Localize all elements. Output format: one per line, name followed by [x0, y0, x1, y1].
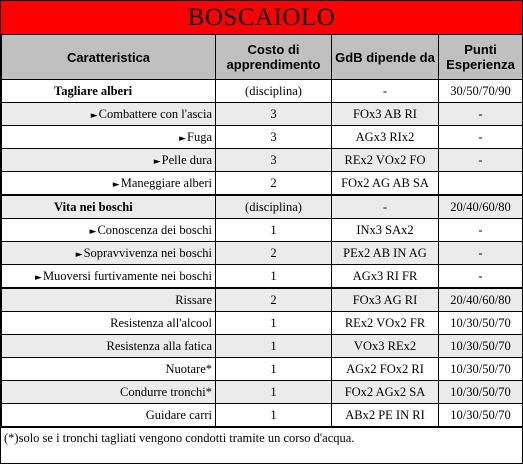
- arrow-icon: ►: [89, 226, 97, 237]
- gdb-cell: -: [332, 195, 439, 219]
- skill-name: [2, 172, 216, 196]
- skill-name: [2, 288, 216, 312]
- skill-name-text: Rissare: [175, 292, 212, 307]
- gdb-cell: FOx3 AB RI: [332, 103, 439, 126]
- table-row: [2, 172, 523, 196]
- gdb-cell: FOx3 AG RI: [332, 288, 439, 312]
- table-row: [2, 288, 523, 312]
- exp-cell: 20/40/60/80: [439, 195, 523, 219]
- exp-cell: 10/30/50/70: [439, 404, 523, 427]
- cost-cell: 3: [216, 126, 332, 149]
- exp-cell: 30/50/70/90: [439, 80, 523, 103]
- gdb-cell: INx3 SAx2: [332, 219, 439, 242]
- arrow-icon: ►: [90, 110, 98, 121]
- gdb-cell: AGx3 RIx2: [332, 126, 439, 149]
- skill-name: [2, 219, 216, 242]
- skills-table: [1, 35, 523, 427]
- cost-cell: 1: [216, 404, 332, 427]
- exp-cell: -: [439, 265, 523, 289]
- table-row: [2, 149, 523, 172]
- skill-name-text: Resistenza all'alcool: [110, 315, 212, 330]
- cost-cell: 2: [216, 172, 332, 196]
- table-row: [2, 126, 523, 149]
- table-row: [2, 335, 523, 358]
- footnote: (*)solo se i tronchi tagliati vengono condotti tramite un corso d'acqua.: [1, 427, 522, 449]
- header-cost: Costo di apprendimento: [216, 35, 332, 80]
- cost-cell: 2: [216, 288, 332, 312]
- cost-cell: 3: [216, 103, 332, 126]
- gdb-cell: AGx3 RI FR: [332, 265, 439, 289]
- category-row: [2, 195, 523, 219]
- skill-name: [2, 404, 216, 427]
- gdb-cell: ABx2 PE IN RI: [332, 404, 439, 427]
- exp-cell: 10/30/50/70: [439, 381, 523, 404]
- table-row: [2, 404, 523, 427]
- skill-name: [2, 103, 216, 126]
- gdb-cell: AGx2 FOx2 RI: [332, 358, 439, 381]
- skill-name-text: Nuotare*: [165, 361, 212, 376]
- category-name: Tagliare alberi: [2, 80, 216, 103]
- skill-name-text: Pelle dura: [161, 152, 212, 167]
- exp-cell: -: [439, 219, 523, 242]
- cost-cell: 1: [216, 312, 332, 335]
- gdb-cell: REx2 VOx2 FR: [332, 312, 439, 335]
- exp-cell: -: [439, 149, 523, 172]
- table-body: [2, 80, 523, 427]
- arrow-icon: ►: [75, 249, 83, 260]
- skill-name: [2, 381, 216, 404]
- header-characteristic: Caratteristica: [2, 35, 216, 80]
- skill-name-text: Maneggiare alberi: [120, 175, 212, 190]
- exp-cell: -: [439, 103, 523, 126]
- arrow-icon: ►: [112, 179, 120, 190]
- table-row: [2, 242, 523, 265]
- skill-name-text: Conoscenza dei boschi: [97, 222, 212, 237]
- category-name: Vita nei boschi: [2, 195, 216, 219]
- skill-name: [2, 335, 216, 358]
- table-row: [2, 358, 523, 381]
- table-row: [2, 381, 523, 404]
- exp-cell: -: [439, 126, 523, 149]
- exp-cell: 10/30/50/70: [439, 312, 523, 335]
- table-row: [2, 265, 523, 289]
- skill-name: [2, 265, 216, 289]
- arrow-icon: ►: [153, 156, 161, 167]
- skill-name-text: Fuga: [187, 129, 212, 144]
- skill-name-text: Resistenza alla fatica: [106, 338, 212, 353]
- cost-cell: 3: [216, 149, 332, 172]
- table-row: [2, 103, 523, 126]
- header-exp: Punti Esperienza: [439, 35, 523, 80]
- sheet-title: BOSCAIOLO: [1, 1, 522, 35]
- skill-name-text: Sopravvivenza nei boschi: [83, 245, 212, 260]
- skill-name: [2, 126, 216, 149]
- cost-cell: 1: [216, 219, 332, 242]
- exp-cell: [439, 172, 523, 196]
- cost-cell: 1: [216, 265, 332, 289]
- skill-name: [2, 242, 216, 265]
- arrow-icon: ►: [179, 133, 186, 144]
- exp-cell: -: [439, 242, 523, 265]
- gdb-cell: VOx3 REx2: [332, 335, 439, 358]
- skill-name-text: Condurre tronchi*: [120, 384, 212, 399]
- cost-cell: 1: [216, 358, 332, 381]
- cost-cell: 1: [216, 335, 332, 358]
- skill-name: [2, 312, 216, 335]
- skill-name-text: Guidare carri: [145, 407, 212, 422]
- gdb-cell: REx2 VOx2 FO: [332, 149, 439, 172]
- gdb-cell: FOx2 AGx2 SA: [332, 381, 439, 404]
- skill-name: [2, 149, 216, 172]
- header-gdb: GdB dipende da: [332, 35, 439, 80]
- cost-cell: 2: [216, 242, 332, 265]
- category-row: [2, 80, 523, 103]
- gdb-cell: -: [332, 80, 439, 103]
- cost-cell: 1: [216, 381, 332, 404]
- skill-name-text: Muoversi furtivamente nei boschi: [42, 268, 212, 283]
- exp-cell: 10/30/50/70: [439, 335, 523, 358]
- table-row: [2, 219, 523, 242]
- skill-name: [2, 358, 216, 381]
- skill-name-text: Combattere con l'ascia: [98, 106, 212, 121]
- header-row: [2, 35, 523, 80]
- exp-cell: 20/40/60/80: [439, 288, 523, 312]
- cost-cell: (disciplina): [216, 80, 332, 103]
- exp-cell: 10/30/50/70: [439, 358, 523, 381]
- gdb-cell: PEx2 AB IN AG: [332, 242, 439, 265]
- cost-cell: (disciplina): [216, 195, 332, 219]
- gdb-cell: FOx2 AG AB SA: [332, 172, 439, 196]
- table-row: [2, 312, 523, 335]
- arrow-icon: ►: [35, 272, 42, 283]
